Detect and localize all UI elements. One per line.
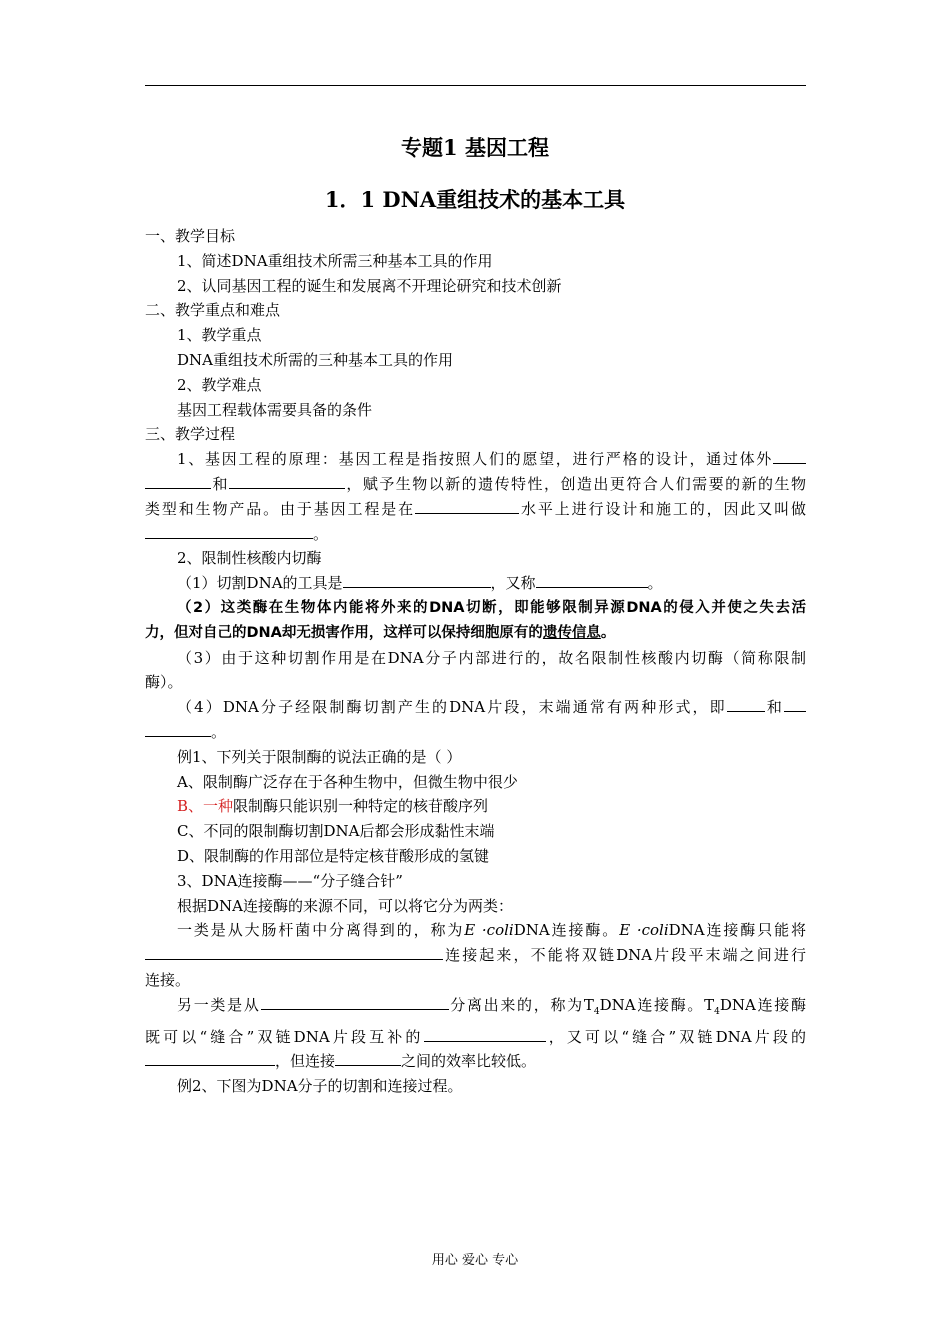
restriction-point-1: （1）切割DNA的工具是 ，又称 。 [145,571,806,596]
section-2-heading: 二、教学重点和难点 [145,301,281,320]
key-point-label: 1、教学重点 [177,326,262,345]
principle-paragraph: 1、基因工程的原理：基因工程是指按照人们的愿望，进行严格的设计，通过体外 [145,447,806,472]
document-body: 一、教学目标 1、简述DNA重组技术所需三种基本工具的作用 2、认同基因工程的诞生和发展离不开理论研究和技术创新 二、教学重点和难点 1、教学重点 DNA重组技术所需的三种基本工具的作用 2、教学难点 基因工程载体需要具备的条件 三、教学过程 1、基因工程的原理：基因工程是指按照人们的愿望，进行严格的设计，通过体外 和 ，赋予生物以新的遗传特性，创造出更符合人们需要的新的生物 类型和生物产品。由于基因工程是在 水平上进行设计和施工的，因此又叫做 。 2、限制性核酸内切酶 （1）切割DNA的工具是 ，又称 。 （2）这类酶在生物体内能将外来的DNA切断，即能够限制异源DNA的侵入并使之失去活 力，但对自己的DNA却无损害作用，这样可以保持细胞原有的遗传信息。 （3）由于这种切割作用是在DNA分子内部进行的，故名限制性核酸内切酶（简称限制 酶）。 （4）DNA分子经限制酶切割产生的DNA片段，末端通常有两种形式，即 和 。 例1、下列关于限制酶的说法正确的是（ ） A、限制酶广泛存在于各种生物中，但微生物中很少 B、一种限制酶只能识别一种特定的核苷酸序列 C、不同的限制酶切割DNA后都会形成黏性末端 D、限制酶的作用部位是特定核苷酸形成的氢键 3、DNA连接酶——“分子缝合针” 根据DNA连接酶的来源不同，可以将它分为两类： 一类是从大肠杆菌中分离得到的，称为E ·coliDNA连接酶。E ·coliDNA连接酶只能将 连接起来，不能将双链DNA片段平末端之间进行 连接。 另一类是从 分离出来的，称为$T_4DNA$连接酶。$T_4DNA$连接酶 既可以“缝合”双链DNA片段互补的 ，又可以“缝合”双链DNA片段的 ，但连接 之间的效率比较低。 例2、下图为DNA分子的切割和连接过程。 [145,224,806,1099]
restriction-point-3: （3）由于这种切割作用是在DNA分子内部进行的，故名限制性核酸内切酶（简称限制 [177,648,806,667]
t4-ligase-paragraph: 另一类是从 分离出来的，称为$T_4DNA$连接酶。$T_4DNA$连接酶 [145,993,806,1025]
example-1-option-d: D、限制酶的作用部位是特定核苷酸形成的氢键 [177,846,490,865]
answer-highlight: B、一种 [177,797,234,816]
restriction-point-2: （2）这类酶在生物体内能将外来的DNA切断，即能够限制异源DNA的侵入并使之失去活 [177,599,806,616]
restriction-point-4: （4）DNA分子经限制酶切割产生的DNA片段，末端通常有两种形式，即 和 [145,695,806,720]
example-1-option-a: A、限制酶广泛存在于各种生物中，但微生物中很少 [177,772,518,791]
page-title: 专题1 基因工程 [401,135,549,160]
key-point-text: DNA重组技术所需的三种基本工具的作用 [177,350,453,369]
example-2-question: 例2、下图为DNA分子的切割和连接过程。 [177,1077,463,1096]
page-subtitle: 1．1 DNA重组技术的基本工具 [324,187,626,212]
section-3-heading: 三、教学过程 [145,425,236,444]
difficulty-text: 基因工程载体需要具备的条件 [177,400,373,419]
page-footer: 用心 爱心 专心 [431,1253,519,1268]
objective-1: 1、简述DNA重组技术所需三种基本工具的作用 [177,251,493,270]
section-1-heading: 一、教学目标 [145,227,236,245]
header-rule [145,85,806,86]
restriction-enzyme-heading: 2、限制性核酸内切酶 [177,549,322,568]
ecoli-ligase-paragraph: 一类是从大肠杆菌中分离得到的，称为E ·coliDNA连接酶。E ·coliDNA连接酶只能将 [177,921,807,940]
ligase-heading: 3、DNA连接酶——“分子缝合针” [177,871,403,890]
example-1-option-b: B、一种限制酶只能识别一种特定的核苷酸序列 [177,797,489,816]
difficulty-label: 2、教学难点 [177,375,262,394]
example-1-question: 例1、下列关于限制酶的说法正确的是（ ） [177,747,462,766]
example-1-option-c: C、不同的限制酶切割DNA后都会形成黏性末端 [177,822,495,841]
ligase-intro: 根据DNA连接酶的来源不同，可以将它分为两类： [177,896,513,915]
genetic-info-term: 遗传信息 [542,624,601,641]
objective-2: 2、认同基因工程的诞生和发展离不开理论研究和技术创新 [177,276,562,295]
